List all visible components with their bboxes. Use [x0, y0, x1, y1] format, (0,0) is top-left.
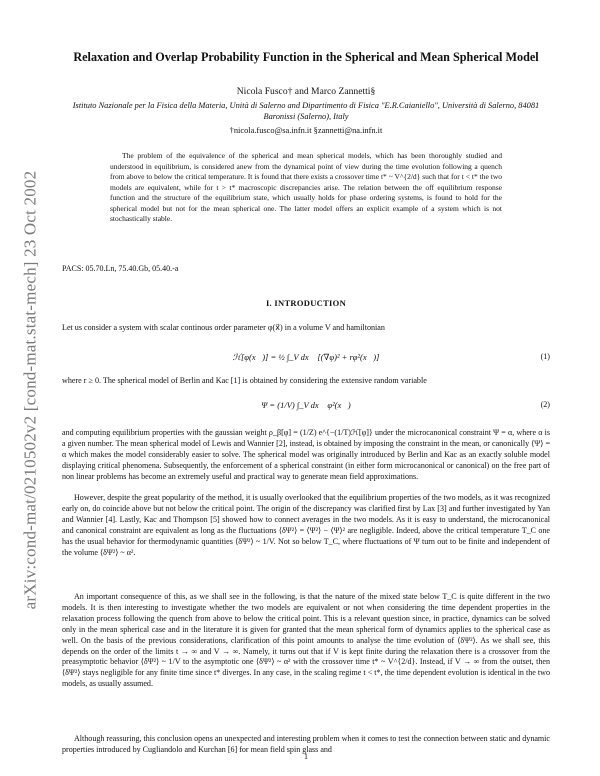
- body-paragraph: However, despite the great popularity of the method, it is usually overlooked that the equilibrium properties of the two models, as it was recognized early on, do coincide above but not below the critical point. The origin of the discrepancy was clarified first by Lax [3] and further investigated by Yan and Wannier [4]. Lastly, Kac and Thompson [5] showed how to connect averages in the two models. As it is easy to understand, the microcanonical and canonical constraint are equivalent as long as the fluctuations ⟨δΨ²⟩ = ⟨Ψ²⟩ − ⟨Ψ⟩² are negligible. Indeed, above the critical temperature T_C one has the usual behavior for thermodynamic quantities ⟨δΨ²⟩ ~ 1/V. Not so below T_C, where fluctuations of Ψ turn out to be finite and independent of the volume ⟨δΨ²⟩ ~ α².: [62, 493, 550, 557]
- text-between-equations: where r ≥ 0. The spherical model of Berlin and Kac [1] is obtained by considering the extensive random variable: [62, 376, 427, 385]
- body-paragraph: and computing equilibrium properties with the gaussian weight ρ_β[φ] = (1/Z) e^{−(1/T)ℋ[φ]} under the microcanonical constraint Ψ = α, where α is a given number. The mean spherical model of Lewis and Wannier [2], instead, is obtained by imposing the constraint in the mean, or canonically ⟨Ψ⟩ = α which makes the model considerably easier to solve. The spherical model was originally introduced by Berlin and Kac as an exactly soluble model displaying critical phenomena. Subsequently, the enforcement of a spherical constraint (in either form microcanonical or canonical) on the free part of non linear problems has become an extremely useful and practical way to generate mean field approximations.: [62, 428, 550, 481]
- pacs-codes: PACS: 05.70.Ln, 75.40.Gb, 05.40.-a: [62, 264, 179, 273]
- paper-title: Relaxation and Overlap Probability Function in the Spherical and Mean Spherical Model: [73, 50, 539, 64]
- equation-1-body: ℋ[φ(x⃗)] = ½ ∫_V dx⃗ [(∇φ)² + rφ²(x⃗)]: [232, 352, 380, 362]
- equation-2: [62, 394, 550, 418]
- author-list: Nicola Fusco† and Marco Zannetti§: [236, 86, 376, 97]
- equation-2-body: Ψ = (1/V) ∫_V dx⃗ φ²(x⃗): [261, 400, 351, 410]
- equation-1: [62, 346, 550, 370]
- author-emails: †nicola.fusco@sa.infn.it §zannetti@na.infn.it: [229, 126, 383, 135]
- equation-2-number: (2): [540, 400, 550, 409]
- affiliation: Istituto Nazionale per la Fisica della Materia, Unità di Salerno and Dipartimento di Fisica "E.R.Caianiello", Università di Salerno, 84081 Baronissi (Salerno), Italy: [72, 101, 540, 121]
- body-paragraph: Although reassuring, this conclusion opens an unexpected and interesting problem when it comes to test the connection between static and dynamic properties introduced by Cugliandolo and Kurchan [6] for mean field spin glass and: [62, 734, 550, 754]
- intro-sentence: Let us consider a system with scalar continous order parameter φ(x⃗) in a volume V and hamiltonian: [62, 323, 385, 332]
- body-paragraph: An important consequence of this, as we shall see in the following, is that the nature of the mixed state below T_C is quite different in the two models. It is then interesting to investigate whether the two models are equivalent or not when considering the time dependent properties in the relaxation process following the quench from above to below the critical point. This is a relevant question since, in practice, dynamics can be solved only in the mean spherical case and in the literature it is given for granted that the mean spherical form of dynamics applies to the spherical case as well. On the basis of the previous considerations, clarification of this point amounts to analyse the time evolution of ⟨δΨ²⟩. As we shall see, this depends on the order of the limits t → ∞ and V → ∞. Namely, it turns out that if V is kept finite during the relaxation there is a crossover from the preasymptotic behavior ⟨δΨ²⟩ ~ 1/V to the asymptotic one ⟨δΨ²⟩ ~ α² with the crossover time t* ~ V^{2/d}. Instead, if V → ∞ from the outset, then ⟨δΨ²⟩ stays negligible for any finite time since t* diverges. In any case, in the scaling regime t < t*, the time dependent evolution is identical in the two models, as usually assumed.: [62, 592, 550, 689]
- arxiv-side-stamp: [10, 130, 50, 650]
- equation-1-number: (1): [540, 352, 550, 361]
- abstract: The problem of the equivalence of the spherical and mean spherical models, which has been thoroughly studied and understood in equilibrium, is considered anew from the dynamical point of view during the time evolution following a quench from above to below the critical temperature. It is found that there exists a crossover time t* ~ V^{2/d} such that for t < t* the two models are equivalent, while for t > t* macroscopic discrepancies arise. The relation between the off equilibrium response function and the structure of the equilibrium state, which usually holds for phase ordering systems, is found to hold for the spherical model but not for the mean spherical one. The latter model offers an explicit example of a system which is not stochastically stable.: [110, 151, 502, 223]
- arxiv-identifier: arXiv:cond-mat/0210502v2 [cond-mat.stat-mech] 23 Oct 2002: [20, 170, 39, 610]
- section-heading: I. INTRODUCTION: [265, 298, 347, 308]
- page-number: 1: [304, 752, 308, 761]
